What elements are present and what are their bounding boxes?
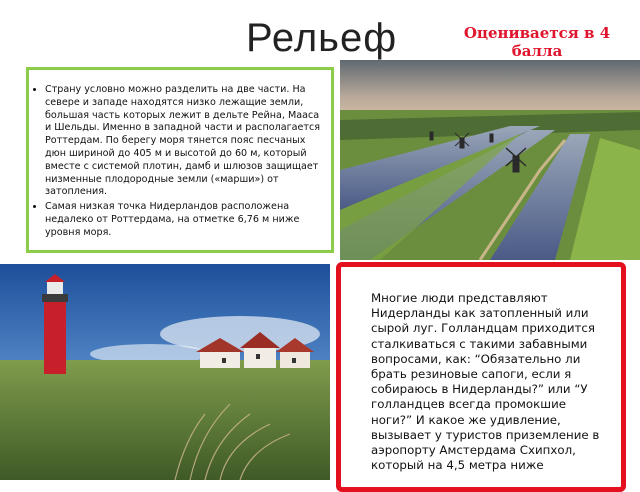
relief-bullet-1: • Страну условно можно разделить на две части. На севере и западе находятся низко лежащие земли, большая часть которых лежит в дельте Рейна, Мааса и Шельды. Именно в западной части и располагается Роттердам. По берегу моря тянется пояс песчаных дюн шириной до 405 м и высотой до 60 м, который вместе с системой плотин, дамб и шлюзов защищает низменные плодородные земли («марши») от затопления. xyxy=(45,84,323,199)
canal-windmills-photo xyxy=(340,60,640,260)
relief-bullet-2: • Самая низкая точка Нидерландов расположена недалеко от Роттердама, на отметке 6,76 м ниже уровня моря. xyxy=(45,201,323,239)
highlight-box xyxy=(336,262,626,492)
relief-bullet-list xyxy=(35,84,323,240)
slide-title: Рельеф xyxy=(246,16,398,60)
lighthouse-dunes-photo xyxy=(0,264,330,480)
highlight-text: Многие люди представляют Нидерланды как затопленный или сырой луг. Голландцам приходится сталкиваться с такими забавными вопросами, как: “Обязательно ли брать резиновые сапоги, если я собираюсь в Нидерланды?” или “У голландцев всегда промокшие ноги?” И какое же удивление, вызывает у туристов приземление в аэропорту Амстердама Схипхол, который на 4,5 метра ниже xyxy=(371,291,600,473)
relief-text-box xyxy=(26,67,334,253)
score-badge: Оценивается в 4 балла xyxy=(463,24,611,60)
